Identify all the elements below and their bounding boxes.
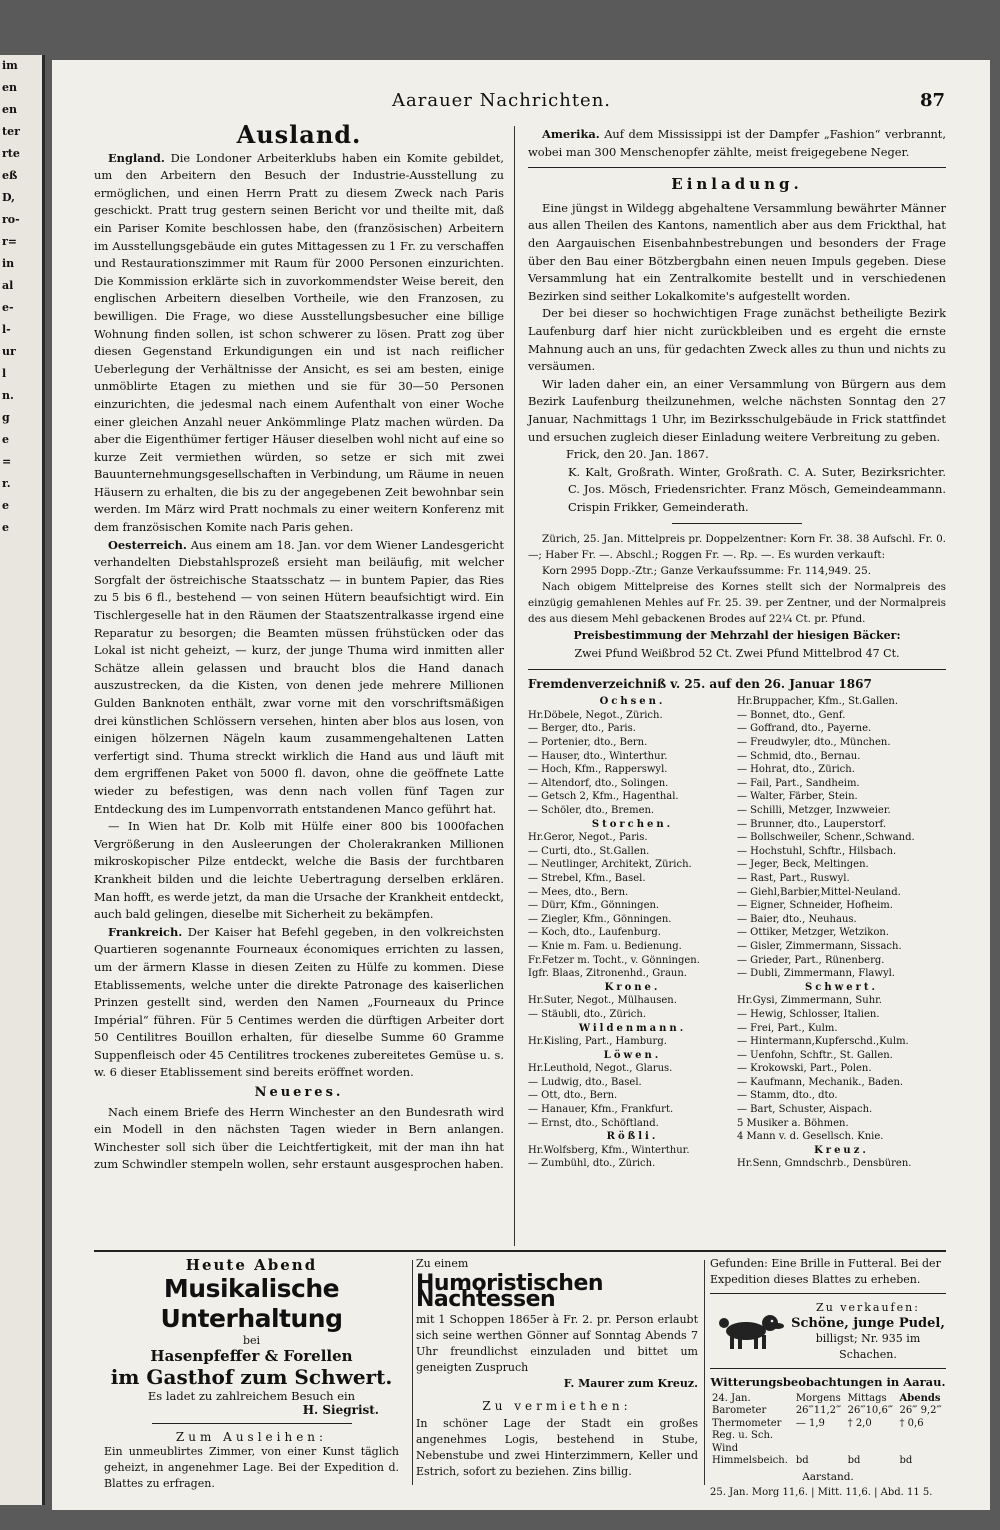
hotel-name: Löwen. <box>603 1049 662 1061</box>
guest-entry: — Schöler, dto., Bremen. <box>528 805 655 816</box>
weather-cell: Barometer <box>712 1405 767 1416</box>
guest-entry: — Kaufmann, Mechanik., Baden. <box>737 1076 904 1088</box>
newspaper-page <box>52 60 990 1510</box>
ad-musik-bei: bei <box>242 1334 261 1347</box>
weather-cell: † 2,0 <box>847 1417 872 1429</box>
guest-entry: Hr.Döbele, Negot., Zürich. <box>528 709 663 721</box>
weather-row <box>710 1405 946 1418</box>
edge-fragment: D, <box>2 191 15 204</box>
baecker-title: Preisbestimmung der Mehrzahl der hiesigen Bäcker: <box>573 629 901 643</box>
poodle-icon <box>710 1309 790 1353</box>
ad-musik-signature: H. Siegrist. <box>302 1403 379 1417</box>
ad-vermiethen-text: In schöner Lage der Stadt ein großes angenehmes Logis, bestehend in Stube, Nebenstube und zwei Hinterzimmern, Keller und Estrich, sofort zu beziehen. Zins billig. <box>416 1417 698 1478</box>
guest-entry: — Rast, Part., Ruswyl. <box>737 872 850 884</box>
ad-verkauf-detail: billigst; Nr. 935 im Schachen. <box>815 1332 921 1361</box>
weather-cell <box>794 1443 846 1456</box>
neueres-article: Nach einem Briefe des Herrn Winchester an den Bundesrath wird ein Modell in den nächsten Tagen wieder in Bern anlangen. Winchester soll sich über die Leichtfertigkeit, mit der man ihn hat zum Schwindler stempeln wollen, sehr erstaunt ausgesprochen haben. <box>94 1104 504 1172</box>
guest-entry: — Jeger, Beck, Meltingen. <box>737 859 869 871</box>
market-report <box>528 531 946 627</box>
guest-list <box>528 695 946 1171</box>
ad-verkauf-main: Schöne, junge Pudel, <box>791 1315 945 1331</box>
hotel-name: Storchen. <box>591 818 674 830</box>
weather-title: Witterungsbeobachtungen in Aarau. <box>710 1375 946 1389</box>
guest-entry: — Bollschweiler, Schenr.,Schwand. <box>737 832 915 844</box>
guest-entry: — Brunner, dto., Lauperstorf. <box>737 818 887 830</box>
guest-entry: — Goffrand, dto., Payerne. <box>737 723 872 735</box>
weather-row <box>710 1443 946 1456</box>
guest-entry: — Mees, dto., Bern. <box>528 886 629 898</box>
ad-ausleihen-title: Zum Ausleihen: <box>175 1430 328 1444</box>
guest-entry: — Freudwyler, dto., München. <box>737 737 891 749</box>
guest-entry: Hr.Wolfsberg, Kfm., Winterthur. <box>528 1144 690 1156</box>
edge-fragment: ter <box>2 125 20 138</box>
weather-cell: 26‴11,2‴ <box>795 1405 842 1416</box>
edge-fragment: e <box>2 521 9 534</box>
market-line: Nach obigem Mittelpreise des Kornes stellt sich der Normalpreis des einzügig gemahlenen Mehles auf Fr. 25. 39. per Zentner, und der Normalpreis des aus diesem Mehl gebackenen Brodes auf 22¼ Ct. pr. Pfund. <box>528 581 946 626</box>
hotel-name: Schwert. <box>805 981 878 993</box>
edge-fragment: ro- <box>2 213 20 226</box>
edge-fragment: e- <box>2 301 14 314</box>
einladung-date: Frick, den 20. Jan. 1867. <box>566 447 709 462</box>
ad-nachtessen <box>416 1256 698 1480</box>
weather-cell <box>794 1430 846 1443</box>
ad-nachtessen-pre: Zu einem <box>416 1257 469 1270</box>
edge-fragment: rte <box>2 147 20 160</box>
ad-gefunden: Gefunden: Eine Brille in Futteral. Bei der Expedition dieses Blattes zu erheben. <box>710 1257 941 1286</box>
guest-entry: — Hewig, Schlosser, Italien. <box>737 1008 880 1020</box>
article-text: Aus einem am 18. Jan. vor dem Wiener Landesgericht verhandelten Diebstahlsprozeß ersieht man beiläufig, mit welcher Sorgfalt der östreichische Staatsschatz — in buntem Papier, das Ries zu 5 bis 6 fl., bestehend — von seinen Hütern beaufsichtigt wird. Ein Tischlergeselle hat in den Räumen der Staatszentralkasse irgend eine Reparatur zu besorgen; die Beamten müssen frühstücken oder das Lokal ist nicht geheizt, — kurz, der junge Thuma wird inmitten aller Schätze allein gelassen und braucht blos die Hand danach auszustrecken, da die Kisten, von denen jede mehrere Millionen Gulden Banknoten enthält, zwar vorne mit den vorschriftsmäßigen drei künstlichen Schlössern versehen, hinten aber blos aus losen, von einigen hölzernen Nägeln kaum zusammengehaltenen Latten verfertigt sind. Thuma streckt wirklich die Hand aus und läuft mit dem ergriffenen Paket von 5000 fl. davon, ohne die geöffnete Latte wieder zu befestigen, was denn nach vollen fünf Tagen zur Entdeckung des im Lumpenvorrath entstandenen Manco geführt hat. <box>94 537 504 816</box>
article-text: — In Wien hat Dr. Kolb mit Hülfe einer 800 bis 1000fachen Vergrößerung in den Ausleerungen der Cholerakranken Millionen mikroskopischer Pilze entdeckt, welche die Basis der furchtbaren Krankheit bilden und die leichte Uebertragung derselben erklären. Man hofft, es werde jetzt, da man die Ursache der Krankheit entdeckt, auch bald gelingen, dieselbe mit Sicherheit zu bekämpfen. <box>94 819 504 922</box>
weather-row <box>710 1418 946 1431</box>
guest-entry: — Stäubli, dto., Zürich. <box>528 1008 646 1020</box>
edge-fragment: eß <box>2 169 18 182</box>
divider <box>152 1423 352 1424</box>
guest-entry: Hr.Kisling, Part., Hamburg. <box>528 1036 667 1048</box>
left-column <box>94 120 504 1174</box>
guest-entry: — Zumbühl, dto., Zürich. <box>528 1158 656 1170</box>
guest-entry: Hr.Leuthold, Negot., Glarus. <box>528 1063 673 1075</box>
column-divider <box>514 126 515 1246</box>
weather-cell: Thermometer <box>712 1417 782 1429</box>
weather-cell: 26‴ 9,2‴ <box>899 1405 942 1416</box>
guest-entry: — Frei, Part., Kulm. <box>737 1022 838 1034</box>
ad-nachtessen-title: Humoristischen Nachtessen <box>416 1271 604 1312</box>
divider <box>710 1368 946 1369</box>
guest-entry: — Walter, Färber, Stein. <box>737 791 858 803</box>
guest-entry: — Uenfohn, Schftr., St. Gallen. <box>737 1049 893 1061</box>
guest-entry: — Strebel, Kfm., Basel. <box>528 872 646 884</box>
ad-ausleihen-text: Ein unmeublirtes Zimmer, von einer Kunst täglich geheizt, in angenehmer Lage. Bei der Expedition d. Blattes zu erfragen. <box>104 1445 399 1490</box>
section-title-neueres: Neueres. <box>254 1085 344 1101</box>
guest-entry: — Hintermann,Kupferschd.,Kulm. <box>737 1036 909 1048</box>
guest-entry: — Portenier, dto., Bern. <box>528 737 648 749</box>
weather-table <box>710 1393 946 1468</box>
weather-cell <box>897 1443 946 1456</box>
edge-fragment: en <box>2 81 17 94</box>
guest-entry: — Stamm, dto., dto. <box>737 1090 838 1102</box>
guest-entry: Hr.Gysi, Zimmermann, Suhr. <box>737 995 882 1007</box>
guest-entry: Hr.Bruppacher, Kfm., St.Gallen. <box>737 696 899 708</box>
einladung-paragraph: Wir laden daher ein, an einer Versammlung von Bürgern aus dem Bezirk Laufenburg theilzunehmen, welche nächsten Sonntag den 27 Januar, Nachmittags 1 Uhr, im Bezirksschulgebäude in Frick stattfindet und ersuchen zugleich dieser Einladung weitere Verbreitung zu geben. <box>528 376 946 444</box>
guest-entry: Hr.Suter, Negot., Mülhausen. <box>528 995 677 1007</box>
guest-entry: — Dürr, Kfm., Gönningen. <box>528 900 660 912</box>
weather-header-row <box>710 1393 946 1406</box>
ausland-article <box>94 150 504 537</box>
hotel-name: Ochsen. <box>599 696 666 708</box>
weather-cell: 26‴10,6‴ <box>847 1405 894 1416</box>
ad-verkauf-text <box>790 1300 946 1362</box>
guest-entry: — Bonnet, dto., Genf. <box>737 709 846 721</box>
amerika-article <box>528 126 946 161</box>
weather-cell: Himmelsbeich. <box>712 1455 788 1466</box>
weather-cell: † 0,6 <box>899 1417 924 1429</box>
weather-cell: — 1,9 <box>795 1417 825 1429</box>
guest-entry: Fr.Fetzer m. Tocht., v. Gönningen. <box>528 954 700 966</box>
ausland-article <box>94 924 504 1082</box>
guest-entry: — Berger, dto., Paris. <box>528 723 636 735</box>
guest-entry: — Neutlinger, Architekt, Zürich. <box>528 859 692 871</box>
ausland-articles <box>94 150 504 1082</box>
guest-list-left <box>528 695 737 1171</box>
guest-entry: — Altendorf, dto., Solingen. <box>528 777 669 789</box>
weather-cell: bd <box>847 1455 861 1466</box>
amerika-keyword: Amerika. <box>542 127 600 141</box>
divider <box>710 1293 946 1294</box>
article-keyword: England. <box>108 150 165 165</box>
guest-entry: — Ziegler, Kfm., Gönningen. <box>528 913 672 925</box>
guest-entry: — Hochstuhl, Schftr., Hilsbach. <box>737 845 897 857</box>
weather-row <box>710 1430 946 1443</box>
edge-fragment: r= <box>2 235 18 248</box>
weather-cell: Reg. u. Sch. <box>712 1430 774 1441</box>
einladung-title: Einladung. <box>671 175 803 194</box>
weather-header-cell: Abends <box>899 1392 941 1404</box>
market-line: Korn 2995 Dopp.-Ztr.; Ganze Verkaufssumme: Fr. 114,949. 25. <box>542 565 872 578</box>
ad-musik-venue: im Gasthof zum Schwert. <box>110 1365 393 1389</box>
weather-cell <box>897 1430 946 1443</box>
ad-musik-headline: Musikalische Unterhaltung <box>160 1274 343 1333</box>
weather-cell <box>846 1443 898 1456</box>
guest-entry: — Knie m. Fam. u. Bedienung. <box>528 940 682 952</box>
guest-entry: — Curti, dto., St.Gallen. <box>528 845 650 857</box>
guest-entry: 4 Mann v. d. Gesellsch. Knie. <box>737 1131 884 1143</box>
weather-cell <box>846 1430 898 1443</box>
divider <box>528 167 946 168</box>
weather-header-cell: 24. Jan. <box>712 1392 751 1404</box>
article-text: Die Londoner Arbeiterklubs haben ein Komite gebildet, um den Arbeitern den Besuch der Industrie-Ausstellung zu ermöglichen, und einen Herrn Pratt zu diesem Zweck nach Paris geschickt. Pratt trug gestern seinen Bericht vor und theilte mit, daß ein Pariser Komite beschlossen habe, den (französischen) Arbeitern im Ausstellungsgebäude ein gutes Mittagessen zu 1 Fr. zu verschaffen und Restaurationszimmer mit Raum für 2000 Personen einzurichten. Die Kommission erklärte sich in zuvorkommendster Weise bereit, den englischen Arbeitern dieselben Vortheile, wie den Franzosen, zu bewilligen. Die Frage, wo diese Ausstellungsbesucher eine billige Wohnung finden sollen, ist schon schwerer zu lösen. Pratt zog über diesen Gegenstand Erkundigungen ein und ist nach reiflicher Ueberlegung der Verhältnisse der Ansicht, es sei am besten, einige unmöblirte Etagen zu miethen und sie für 30—50 Personen einzurichten, die jedesmal nach einem Aufenthalt von einer Woche einer gleichen Anzahl neuer Ankömmlinge Platz machen würden. Da aber die Eigenthümer fertiger Häuser dieselben wohl nicht auf eine so kurze Zeit vermiethen würden, so setze er sich mit zwei Bauunternehmungsgesellschaften in Verbindung, um Räume in neuen Häusern zu erhalten, die bis zu der angegebenen Zeit bewohnbar sein werden. Im März wird Pratt nochmals zu einer weitern Konferenz mit dem französischen Komite nach Paris gehen. <box>94 150 504 535</box>
weather-cell: bd <box>899 1455 913 1466</box>
page-header <box>52 90 990 120</box>
ad-nachtessen-text: mit 1 Schoppen 1865er à Fr. 2. pr. Person erlaubt sich seine werthen Gönner auf Sonntag Abends 7 Uhr freundlichst einzuladen und bittet um geneigten Zuspruch <box>416 1313 698 1374</box>
article-keyword: Oesterreich. <box>108 537 187 552</box>
ad-divider <box>704 1260 705 1485</box>
edge-fragment: im <box>2 59 18 72</box>
guest-entry: — Ernst, dto., Schöftland. <box>528 1117 659 1129</box>
aarstand-title: Aarstand. <box>802 1470 854 1483</box>
edge-fragment: g <box>2 411 10 424</box>
ausland-article <box>94 537 504 819</box>
ad-right <box>710 1256 946 1501</box>
edge-fragment: l <box>2 367 7 380</box>
ad-musik-invite: Es ladet zu zahlreichem Besuch ein <box>147 1389 356 1403</box>
fremden-title: Fremdenverzeichniß v. 25. auf den 26. Januar 1867 <box>528 676 872 691</box>
weather-header-cell: Morgens <box>795 1392 841 1404</box>
guest-entry: 5 Musiker a. Böhmen. <box>737 1117 849 1129</box>
guest-entry: — Getsch 2, Kfm., Hagenthal. <box>528 791 679 803</box>
guest-entry: — Hanauer, Kfm., Frankfurt. <box>528 1104 674 1116</box>
edge-fragment: n. <box>2 389 14 402</box>
edge-fragment: al <box>2 279 14 292</box>
ad-vermiethen-title: Zu vermiethen: <box>482 1399 632 1413</box>
ad-verkauf <box>710 1300 946 1362</box>
newspaper-title: Aarauer Nachrichten. <box>392 90 612 111</box>
guest-entry: — Schmid, dto., Bernau. <box>737 750 861 762</box>
guest-entry: — Gisler, Zimmermann, Sissach. <box>737 940 902 952</box>
article-keyword: Frankreich. <box>108 924 183 939</box>
guest-entry: — Hauser, dto., Winterthur. <box>528 750 668 762</box>
hotel-name: Wildenmann. <box>578 1022 687 1034</box>
guest-entry: Hr.Geror, Negot., Paris. <box>528 832 648 844</box>
edge-fragment: e <box>2 499 9 512</box>
guest-entry: — Grieder, Part., Rünenberg. <box>737 954 885 966</box>
guest-entry: — Ott, dto., Bern. <box>528 1090 618 1102</box>
page-number: 87 <box>919 90 945 111</box>
guest-entry: — Baier, dto., Neuhaus. <box>737 913 857 925</box>
ad-nachtessen-signature: F. Maurer zum Kreuz. <box>563 1377 698 1390</box>
guest-entry: — Eigner, Schneider, Hofheim. <box>737 900 893 912</box>
edge-fragment: r. <box>2 477 11 490</box>
market-line: Zürich, 25. Jan. Mittelpreis pr. Doppelzentner: Korn Fr. 38. 38 Aufschl. Fr. 0. —; Haber Fr. —. Abschl.; Roggen Fr. —. Rp. —. Es wurden verkauft: <box>528 533 946 562</box>
ad-verkauf-title: Zu verkaufen: <box>816 1301 920 1314</box>
guest-entry: — Giehl,Barbier,Mittel-Neuland. <box>737 886 901 898</box>
edge-fragment: in <box>2 257 15 270</box>
ad-musik-line1: Heute Abend <box>185 1256 318 1274</box>
guest-entry: — Bart, Schuster, Aispach. <box>737 1104 873 1116</box>
edge-fragment: ur <box>2 345 16 358</box>
weather-row <box>710 1455 946 1468</box>
hotel-name: Kreuz. <box>814 1144 869 1156</box>
weather-cell: bd <box>795 1455 809 1466</box>
edge-fragment: en <box>2 103 17 116</box>
edge-fragment: = <box>2 455 12 468</box>
section-title-ausland: Ausland. <box>236 120 362 149</box>
edge-fragment: e <box>2 433 9 446</box>
guest-entry: — Hoch, Kfm., Rapperswyl. <box>528 764 668 776</box>
guest-entry: — Schilli, Metzger, Inzwweier. <box>737 805 891 816</box>
einladung-signatures: K. Kalt, Großrath. Winter, Großrath. C. A. Suter, Bezirksrichter. C. Jos. Mösch, Friedensrichter. Franz Mösch, Gemeindeammann. Crispin Frikker, Gemeinderath. <box>568 464 946 514</box>
guest-entry: — Dubli, Zimmermann, Flawyl. <box>737 968 895 980</box>
guest-entry: Hr.Senn, Gmndschrb., Densbüren. <box>737 1158 912 1170</box>
guest-entry: — Hohrat, dto., Zürich. <box>737 764 855 776</box>
weather-header-cell: Mittags <box>847 1392 887 1404</box>
baecker-prices: Zwei Pfund Weißbrod 52 Ct. Zwei Pfund Mittelbrod 47 Ct. <box>574 647 900 661</box>
article-text: Der Kaiser hat Befehl gegeben, in den volkreichsten Quartieren sogenannte Fourneaux économiques errichten zu lassen, um der ärmern Klasse in diesen Zeiten zu Hülfe zu kommen. Diese Etablissements, welche unter die direkte Patronage des kaiserlichen Prinzen gestellt sind, werden den Namen „Fourneaux du Prince Impérial“ führen. Für 5 Centimes werden die dürftigen Arbeiter dort 50 Centilitres Bouillon erhalten, für dieselbe Summe 60 Gramme Suppenfleisch oder 45 Centilitres trockenes zubereitetes Gemüse u. s. w. 6 dieser Etablissement sind bereits eröffnet worden. <box>94 924 504 1080</box>
guest-entry: — Koch, dto., Laufenburg. <box>528 927 661 939</box>
advertisements <box>94 1250 946 1498</box>
aarstand-line: 25. Jan. Morg 11,6. | Mitt. 11,6. | Abd. 11 5. <box>710 1487 933 1498</box>
ad-musik <box>94 1256 409 1492</box>
hotel-name: Rößli. <box>606 1131 659 1143</box>
guest-entry: Igfr. Blaas, Zitronenhd., Graun. <box>528 968 687 980</box>
ad-divider <box>412 1260 413 1485</box>
ad-musik-dish: Hasenpfeffer & Forellen <box>150 1347 353 1365</box>
einladung-paragraph: Eine jüngst in Wildegg abgehaltene Versammlung bewährter Männer aus allen Theilen des Kantons, namentlich aber aus dem Frickthal, hat den Aargauischen Eisenbahnbestrebungen und besonders der Frage über den Bau einer Bötzbergbahn einen neuen Impuls gegeben. Diese Versammlung hat ein Zentralkomite bestellt und in verschiedenen Bezirken sind seither Lokalkomite's aufgestellt worden. <box>528 200 946 303</box>
right-column <box>528 126 946 1171</box>
guest-list-right <box>737 695 946 1171</box>
einladung-paragraph: Der bei dieser so hochwichtigen Frage zunächst betheiligte Bezirk Laufenburg darf hier nicht zurückbleiben und es ergeht die ernste Mahnung auch an uns, für gedachten Zweck alles zu thun und nichts zu versäumen. <box>528 306 946 374</box>
edge-fragment: l- <box>2 323 11 336</box>
amerika-text: Auf dem Mississippi ist der Dampfer „Fashion“ verbrannt, wobei man 300 Menschenopfer zählte, meist freigegebene Neger. <box>528 127 946 159</box>
weather-cell: Wind <box>712 1442 739 1454</box>
ausland-article <box>94 818 504 924</box>
guest-entry: — Ottiker, Metzger, Wetzikon. <box>737 927 889 939</box>
guest-entry: — Fail, Part., Sandheim. <box>737 777 860 789</box>
einladung-text <box>528 200 946 446</box>
divider <box>672 523 802 524</box>
hotel-name: Krone. <box>604 981 661 993</box>
left-page-edge <box>0 55 45 1505</box>
guest-entry: — Ludwig, dto., Basel. <box>528 1076 642 1088</box>
divider <box>528 669 946 670</box>
guest-entry: — Krokowski, Part., Polen. <box>737 1063 872 1075</box>
